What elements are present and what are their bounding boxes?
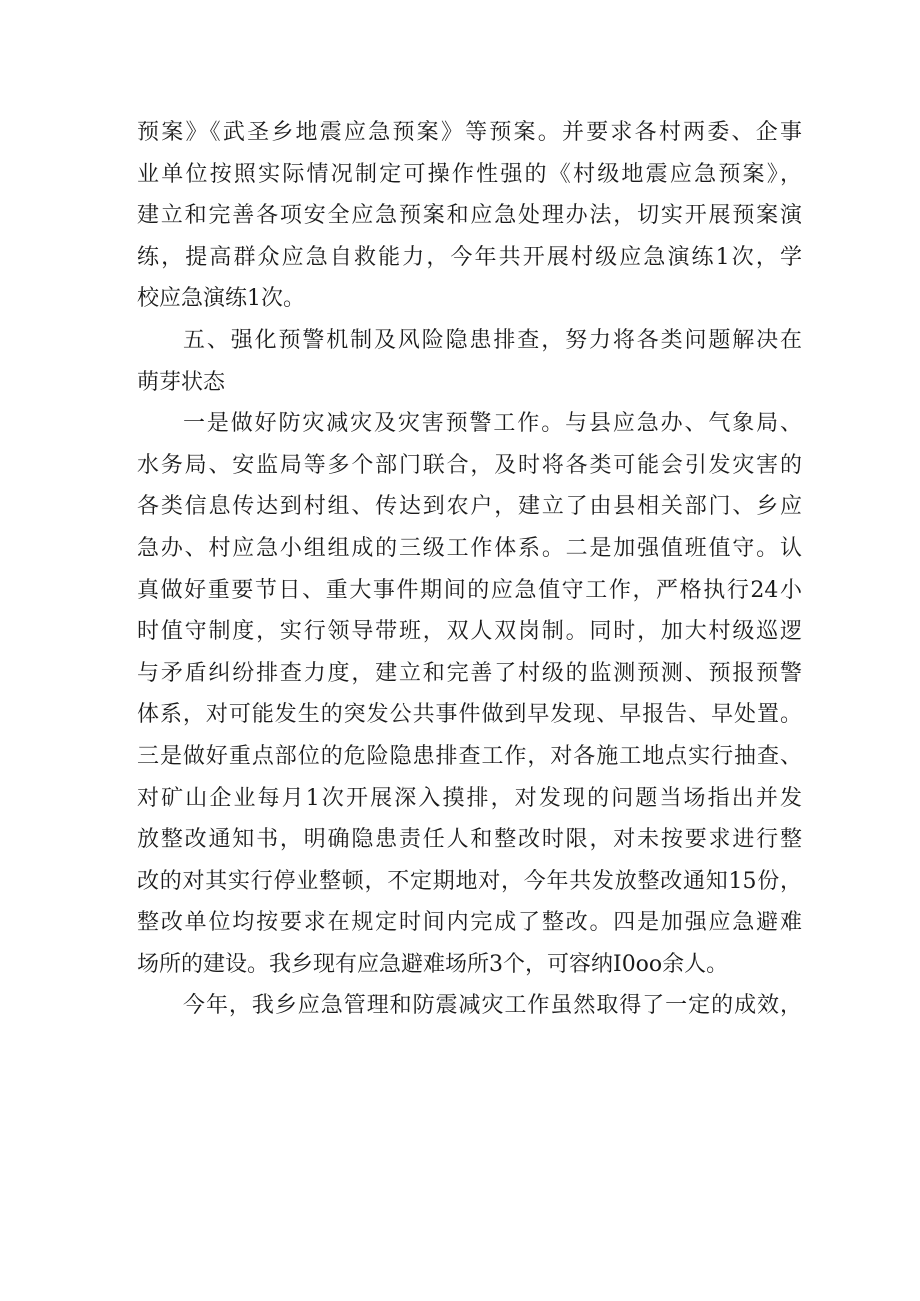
text-line-15: 体系，对可能发生的突发公共事件做到早发现、早报告、早处置。 bbox=[137, 702, 802, 728]
document-body bbox=[137, 112, 802, 1027]
text-line-13: 时值守制度，实行领导带班，双人双岗制。同时，加大村级巡逻 bbox=[137, 619, 802, 645]
text-line-3: 建立和完善各项安全应急预案和应急处理办法，切实开展预案演 bbox=[137, 203, 802, 229]
text-line-21: 场所的建设。我乡现有应急避难场所3个，可容纳I0oo余人。 bbox=[137, 951, 729, 977]
text-line-14: 与矛盾纠纷排查力度，建立和完善了村级的监测预测、预报预警 bbox=[137, 660, 802, 686]
text-line-20: 整改单位均按要求在规定时间内完成了整改。四是加强应急避难 bbox=[137, 910, 802, 936]
text-line-10: 各类信息传达到村组、传达到农户，建立了由县相关部门、乡应 bbox=[137, 494, 802, 520]
text-line-19: 改的对其实行停业整顿，不定期地对，今年共发放整改通知15份， bbox=[137, 868, 802, 894]
text-line-12: 真做好重要节日、重大事件期间的应急值守工作，严格执行24小 bbox=[137, 577, 802, 603]
text-line-11: 急办、村应急小组组成的三级工作体系。二是加强值班值守。认 bbox=[137, 535, 802, 561]
text-line-18: 放整改通知书，明确隐患责任人和整改时限，对未按要求进行整 bbox=[137, 827, 802, 853]
text-line-5: 校应急演练1次。 bbox=[137, 286, 305, 312]
text-line-2: 业单位按照实际情况制定可操作性强的《村级地震应急预案》， bbox=[137, 161, 802, 187]
text-line-22: 今年，我乡应急管理和防震减灾工作虽然取得了一定的成效， bbox=[183, 993, 802, 1019]
text-line-17: 对矿山企业每月1次开展深入摸排，对发现的问题当场指出并发 bbox=[137, 785, 802, 811]
text-line-16: 三是做好重点部位的危险隐患排查工作，对各施工地点实行抽查、 bbox=[137, 743, 802, 769]
section-heading: 五、强化预警机制及风险隐患排查，努力将各类问题解决在 bbox=[183, 327, 802, 353]
text-line-9: 水务局、安监局等多个部门联合，及时将各类可能会引发灾害的 bbox=[137, 452, 802, 478]
section-heading-cont: 萌芽状态 bbox=[137, 369, 226, 395]
text-line-4: 练，提高群众应急自救能力，今年共开展村级应急演练1次，学 bbox=[137, 244, 802, 270]
text-line-1: 预案》《武圣乡地震应急预案》等预案。并要求各村两委、企事 bbox=[137, 120, 802, 145]
text-line-8: 一是做好防灾减灾及灾害预警工作。与县应急办、气象局、 bbox=[183, 411, 802, 437]
